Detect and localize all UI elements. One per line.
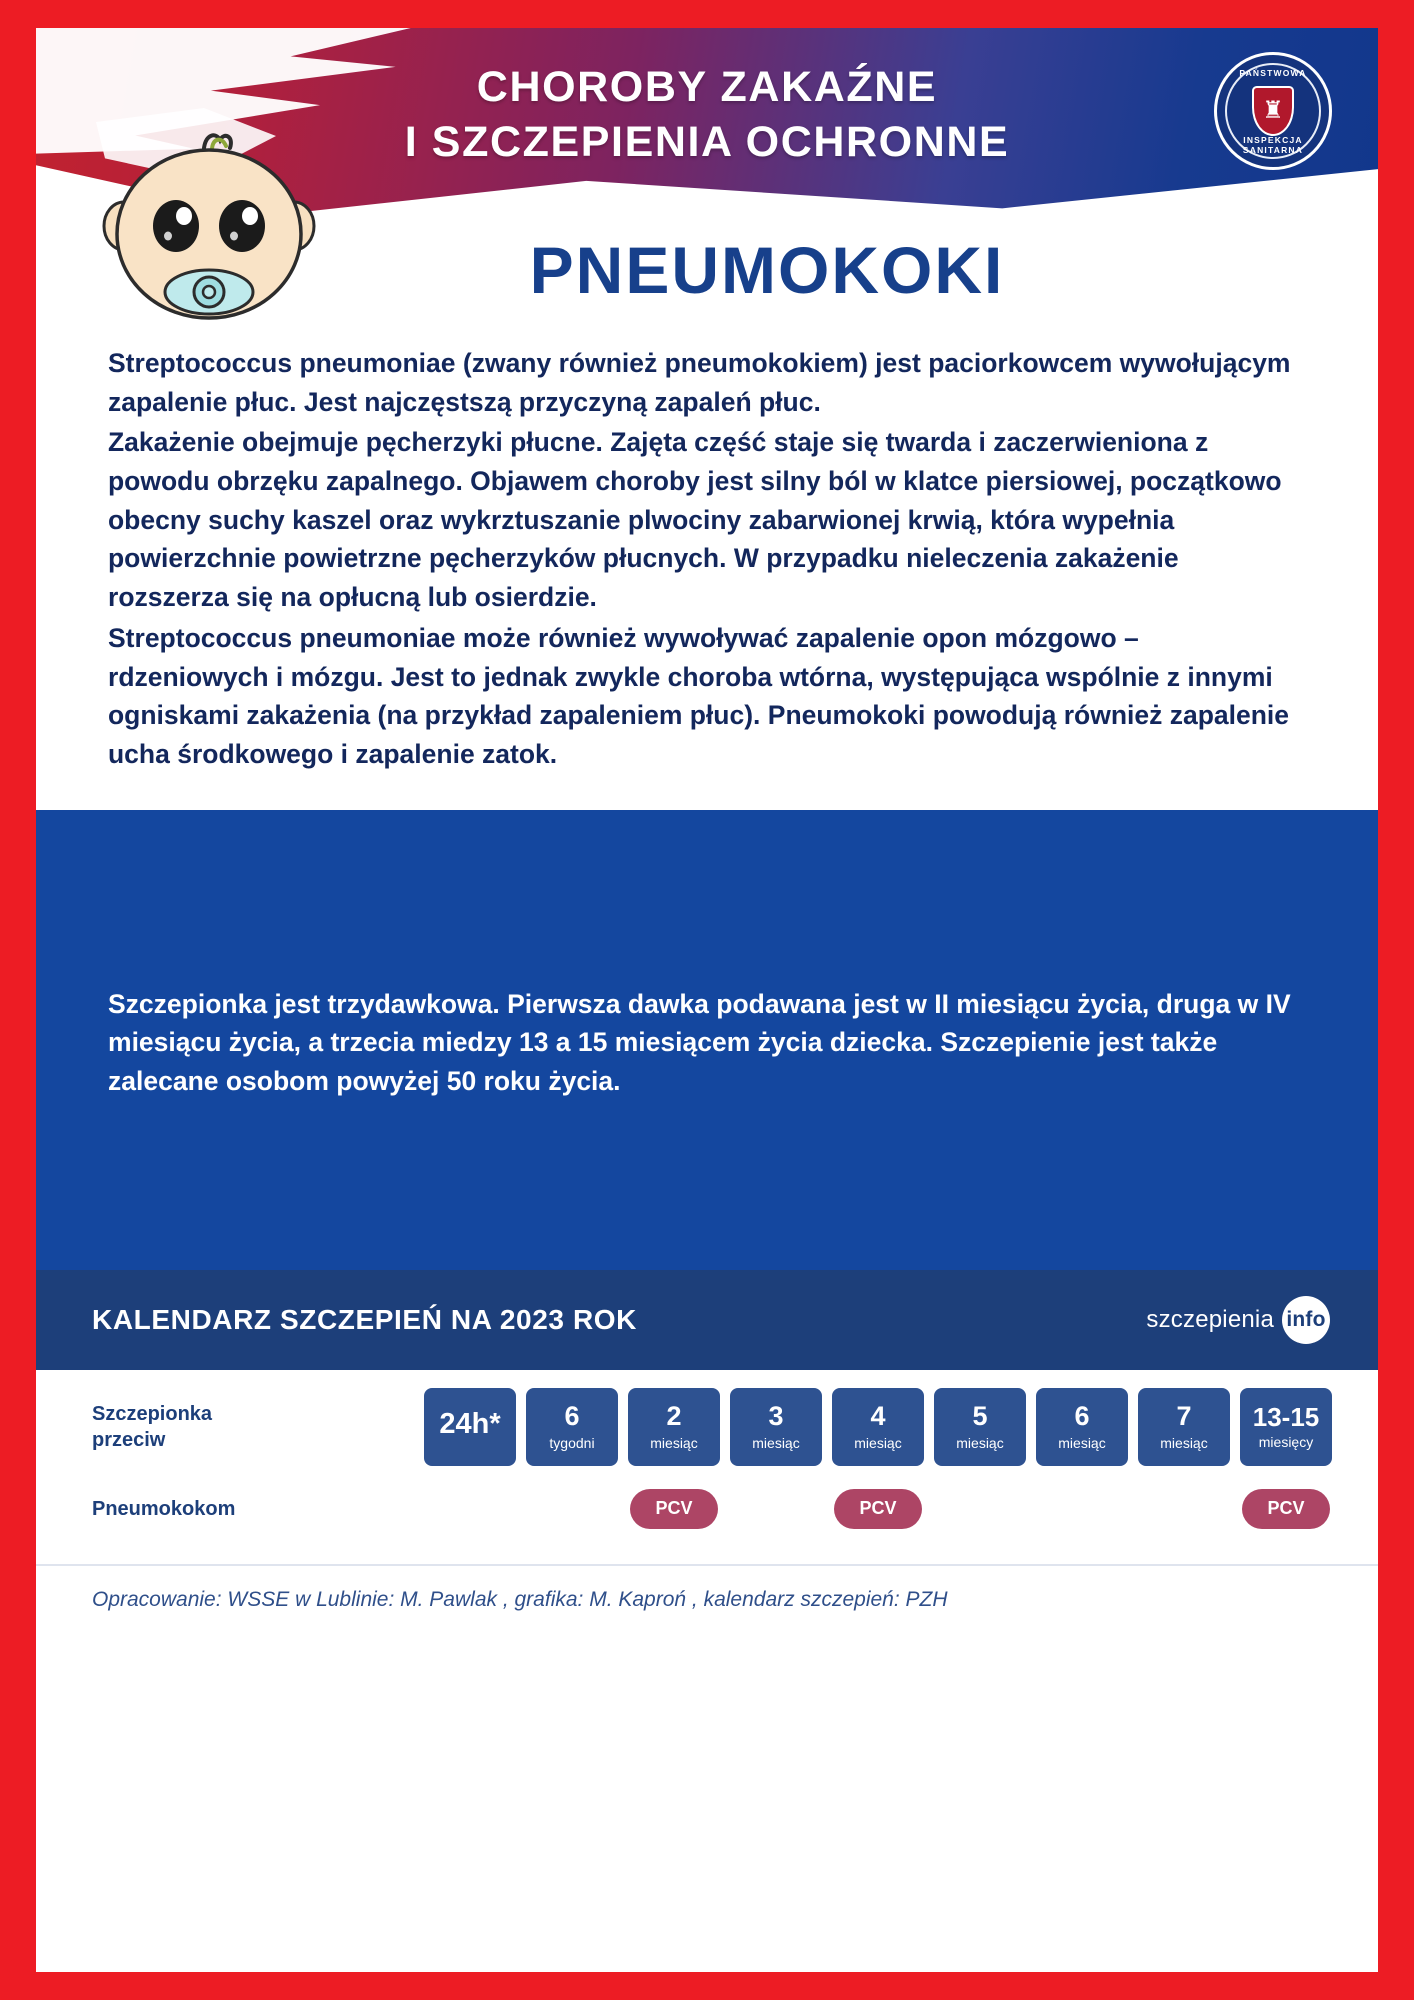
calendar-age-columns bbox=[424, 1388, 1332, 1466]
calendar-age-value: 7 bbox=[1176, 1401, 1192, 1432]
vaccination-calendar bbox=[36, 1270, 1378, 1564]
dose-slot bbox=[1240, 1489, 1332, 1529]
calendar-age-value: 6 bbox=[564, 1401, 580, 1432]
calendar-age-cell bbox=[832, 1388, 924, 1466]
calendar-age-unit: tygodni bbox=[549, 1434, 595, 1451]
calendar-age-unit: miesiąc bbox=[650, 1434, 698, 1451]
dose-badge: PCV bbox=[1242, 1489, 1330, 1529]
calendar-age-value: 13-15 bbox=[1252, 1401, 1320, 1432]
logo-info-badge: info bbox=[1282, 1296, 1330, 1344]
calendar-title: KALENDARZ SZCZEPIEŃ NA 2023 ROK bbox=[92, 1303, 637, 1335]
calendar-dose-cells bbox=[424, 1489, 1332, 1529]
calendar-age-unit: miesiąc bbox=[1058, 1434, 1106, 1451]
calendar-age-value: 5 bbox=[972, 1401, 988, 1432]
footer-credits: Opracowanie: WSSE w Lublinie: M. Pawlak , grafika: M. Kaproń , kalendarz szczepień: PZH bbox=[36, 1564, 1378, 1612]
szczepienia-info-logo bbox=[1146, 1296, 1330, 1344]
seal-text-top: PAŃSTWOWA bbox=[1239, 68, 1307, 78]
vaccine-info-text: Szczepionka jest trzydawkowa. Pierwsza dawka podawana jest w II miesiącu życia, druga w IV miesiącu życia, a trzecia miedzy 13 a 15 miesiącem życia dziecka. Szczepienie jest także zalecane osobom powyżej 50 roku życia. bbox=[108, 988, 1291, 1096]
poster-page bbox=[36, 28, 1378, 1972]
dose-badge: PCV bbox=[834, 1489, 922, 1529]
calendar-age-cell bbox=[1138, 1388, 1230, 1466]
description-paragraph-2: Zakażenie obejmuje pęcherzyki płucne. Zajęta część staje się twarda i zaczerwieniona z powodu obrzęku zapalnego. Objawem choroby jest silny ból w klatce piersiowej, początkowo obecny suchy kaszel oraz wykrztuszanie plwociny zabarwionej krwią, która wypełnia powierzchnie powietrzne pęcherzyków płucnych. W przypadku nieleczenia zakażenie rozszerza się na opłucną lub osierdzie. bbox=[108, 427, 1282, 613]
calendar-dose-row-label: Pneumokokom bbox=[92, 1497, 236, 1520]
disease-name: PNEUMOKOKI bbox=[529, 233, 1005, 307]
page-title-line2: I SZCZEPIENIA OCHRONNE bbox=[404, 118, 1010, 167]
calendar-header-row bbox=[36, 1386, 1378, 1468]
calendar-row-label-line1: Szczepionka bbox=[92, 1402, 213, 1425]
eagle-icon: ♜ bbox=[1262, 97, 1284, 124]
calendar-age-unit: miesiąc bbox=[854, 1434, 902, 1451]
description-paragraph-1: Streptococcus pneumoniae (zwany również pneumokokiem) jest paciorkowcem wywołującym zapalenie płuc. Jest najczęstszą przyczyną zapaleń płuc. bbox=[108, 348, 1291, 417]
calendar-age-value: 6 bbox=[1074, 1401, 1090, 1432]
calendar-age-unit: miesięcy bbox=[1258, 1434, 1314, 1451]
calendar-age-unit: miesiąc bbox=[956, 1434, 1004, 1451]
calendar-age-value: 3 bbox=[768, 1401, 784, 1432]
calendar-row-label-line2: przeciw bbox=[92, 1428, 166, 1451]
calendar-dose-row bbox=[36, 1468, 1378, 1550]
seal-text-bottom: INSPEKCJA SANITARNA bbox=[1242, 135, 1304, 155]
calendar-age-cell bbox=[1036, 1388, 1128, 1466]
calendar-age-unit: miesiąc bbox=[1160, 1434, 1208, 1451]
calendar-age-cell bbox=[424, 1388, 516, 1466]
page-title-line1: CHOROBY ZAKAŹNE bbox=[476, 63, 938, 111]
dose-slot bbox=[832, 1489, 924, 1529]
calendar-age-value: 2 bbox=[666, 1401, 682, 1432]
calendar-age-cell bbox=[934, 1388, 1026, 1466]
calendar-age-value: 4 bbox=[870, 1401, 886, 1432]
disease-description bbox=[36, 308, 1378, 774]
description-paragraph-3: Streptococcus pneumoniae może również wywoływać zapalenie opon mózgowo – rdzeniowych i mózgu. Jest to jednak zwykle choroba wtórna, występująca wspólnie z innymi ogniskami zakażenia (na przykład zapaleniem płuc). Pneumokoki powodują również zapalenie ucha środkowego i zapalenie zatok. bbox=[108, 622, 1290, 769]
baby-illustration-icon bbox=[94, 130, 324, 330]
calendar-age-cell bbox=[730, 1388, 822, 1466]
calendar-age-cell bbox=[526, 1388, 618, 1466]
logo-wordmark: szczepienia bbox=[1146, 1305, 1274, 1333]
dose-slot bbox=[628, 1489, 720, 1529]
calendar-header bbox=[36, 1270, 1378, 1370]
calendar-age-cell bbox=[1240, 1388, 1332, 1466]
calendar-row-label bbox=[92, 1401, 424, 1453]
vaccine-info-band bbox=[36, 810, 1378, 1270]
calendar-age-value: 24h* bbox=[439, 1408, 501, 1441]
calendar-age-unit: miesiąc bbox=[752, 1434, 800, 1451]
sanitary-inspection-seal-icon bbox=[1214, 52, 1332, 170]
calendar-age-cell bbox=[628, 1388, 720, 1466]
calendar-table bbox=[36, 1370, 1378, 1564]
dose-badge: PCV bbox=[630, 1489, 718, 1529]
